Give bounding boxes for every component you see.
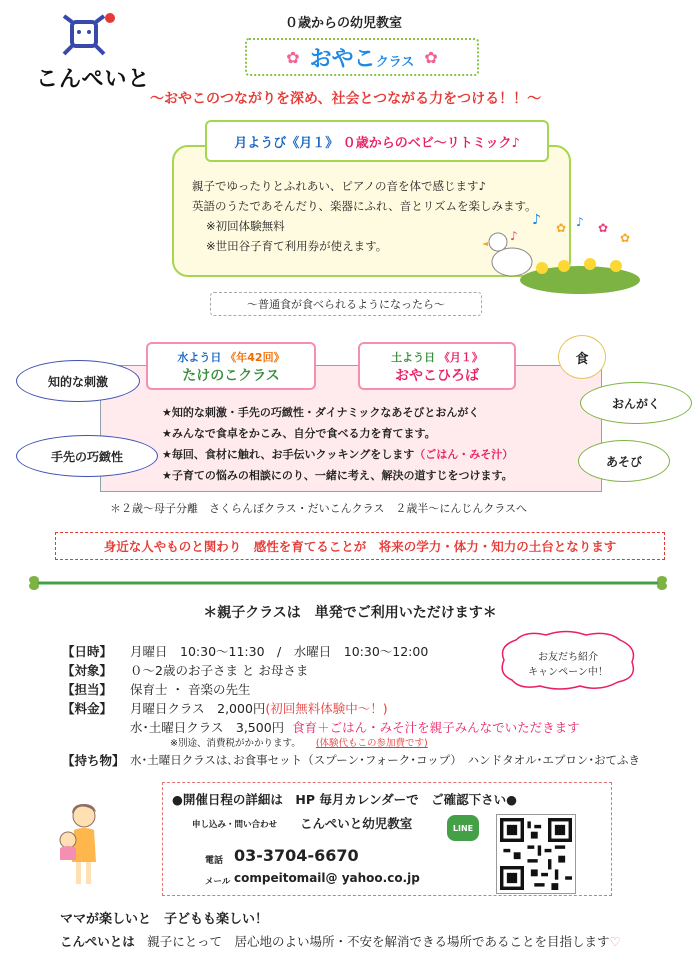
campaign-line: お友だち紹介 [538,652,598,663]
info-value: 月曜日 10:30〜11:30 / 水曜日 10:30〜12:00 [130,644,429,659]
weekend-line: ★毎回、食材に触れ、お手伝いクッキングをします [162,448,415,461]
hiroba-count: 《月１》 [438,351,483,364]
title-main: おやこ [309,46,376,72]
svg-text:♪: ♪ [510,229,518,243]
campaign-text [506,650,630,680]
meal-note: 食育＋ごはん・みそ汁を親子みんなでいただきます [292,720,580,735]
info-key: 【持ち物】 [62,753,125,768]
oval-dexterity: 手先の巧緻性 [16,435,158,477]
oval-food: 食 [558,335,606,379]
tel-number[interactable]: 03-3704-6670 [234,846,359,865]
mother-child-illustration-icon [50,800,110,890]
weekend-line: ★みんなで食卓をかこみ、自分で食べる力を育てます。 [162,427,436,440]
weekend-line: ★子育ての悩みの相談にのり、一緒に考え、解決の道すじをつけます。 [162,469,513,482]
monday-age: ０歳からの [342,135,408,151]
oval-music: おんがく [580,382,692,424]
info-value: 月曜日クラス 2,000円 [130,701,266,716]
monday-day: 月ようび《月１》 [234,135,339,151]
tax-note: ※別途、消費税がかかります。 [170,738,301,749]
page-title [245,38,479,76]
logo-text: こんぺいと [36,67,151,92]
hiroba-name: おやこひろば [395,368,479,384]
svg-text:✿: ✿ [598,221,609,235]
svg-text:✿: ✿ [620,231,631,245]
duck-illustration-icon [480,210,640,300]
takenoko-name: たけのこクラス [182,368,280,384]
title-suffix: クラス [375,54,415,70]
monday-line: 英語のうたであそんだり、楽器にふれ、音とリズムを楽しみます。 [192,199,537,213]
inquiry-label: 申し込み・問い合わせ [192,820,278,830]
campaign-line: キャンペーン中！ [528,667,608,678]
mission-text: 親子にとって 居心地のよい場所・不安を解消できる場所であることを目指します [134,934,610,949]
trial-fee-note: (体験代もこの参加費です) [315,738,428,749]
mama-slogan: ママが楽しいと 子どもも楽しい！ [60,912,269,927]
monday-note: ※世田谷子育て利用券が使えます。 [206,239,388,253]
info-key: 【対象】 [62,663,113,678]
tagline: 〜おやこのつながりを深め、社会とつながる力をつける！！〜 [150,91,542,107]
sibling-class-note: ＊２歳〜母子分離 さくらんぼクラス・だいこんクラス ２歳半〜にんじんクラスへ [110,502,528,515]
info-key: 【日時】 [62,644,113,659]
info-value: 水･土曜日クラスは､お食事セット（スプーン･フォーク･コップ） ハンドタオル･エプロン･おてふき [130,753,641,767]
qr-code-icon[interactable] [497,815,575,893]
monday-note: ※初回体験無料 [206,219,285,233]
svg-text:♪: ♪ [576,215,584,229]
mission-statement [60,932,621,950]
takenoko-count: 《年42回》 [225,351,285,364]
takenoko-day: 水よう日 [177,351,222,364]
heart-icon: ♡ [609,934,621,949]
transition-note: 〜普通食が食べられるようになったら〜 [210,292,482,316]
cooking-note: （ごはん・みそ汁） [414,448,514,461]
monday-class-tab [205,120,549,162]
info-value: ０〜2歳のお子さま と お母さま [130,663,309,678]
flower-icon: ✿ [286,47,300,67]
takenoko-class-tab [146,342,316,390]
contact-header: ●開催日程の詳細は HP 毎月カレンダーで ご確認下さい● [172,792,517,807]
tel-label: 電話 [205,856,224,866]
info-value: 保育士 ・ 音楽の先生 [130,682,251,697]
mail-address[interactable]: compeitomail@ yahoo.co.jp [234,871,420,885]
monday-name: ベビ〜リトミック♪ [407,135,520,151]
weekend-line: ★知的な刺激・手先の巧緻性・ダイナミックなあそびとおんがく [162,406,480,419]
vine-divider [28,575,668,591]
oval-intellectual: 知的な刺激 [16,360,140,402]
line-icon[interactable]: LINE [447,815,479,841]
oyako-hiroba-tab [358,342,516,390]
page-subtitle: ０歳からの幼児教室 [285,16,403,31]
monday-line: 親子でゆったりとふれあい、ピアノの音を体で感じます♪ [192,179,486,193]
flower-icon: ✿ [424,47,438,67]
info-value: 水･土曜日クラス 3,500円 [130,720,285,735]
info-key: 【担当】 [62,682,113,697]
single-use-heading: ＊親子クラスは 単発でご利用いただけます＊ [203,605,497,621]
growth-banner: 身近な人やものと関わり 感性を育てることが 将来の学力・体力・知力の土台となります [55,532,665,560]
svg-text:✿: ✿ [556,221,567,235]
oval-play: あそび [578,440,670,482]
mission-bold: こんぺいとは [60,934,135,949]
school-name: こんぺいと幼児教室 [300,816,413,831]
info-key: 【料金】 [62,701,113,716]
hiroba-day: 土よう日 [391,351,436,364]
trial-note: (初回無料体験中〜！) [265,701,388,716]
weekend-description [162,402,513,486]
svg-text:♪: ♪ [532,212,541,228]
mail-label: メール [205,877,231,887]
